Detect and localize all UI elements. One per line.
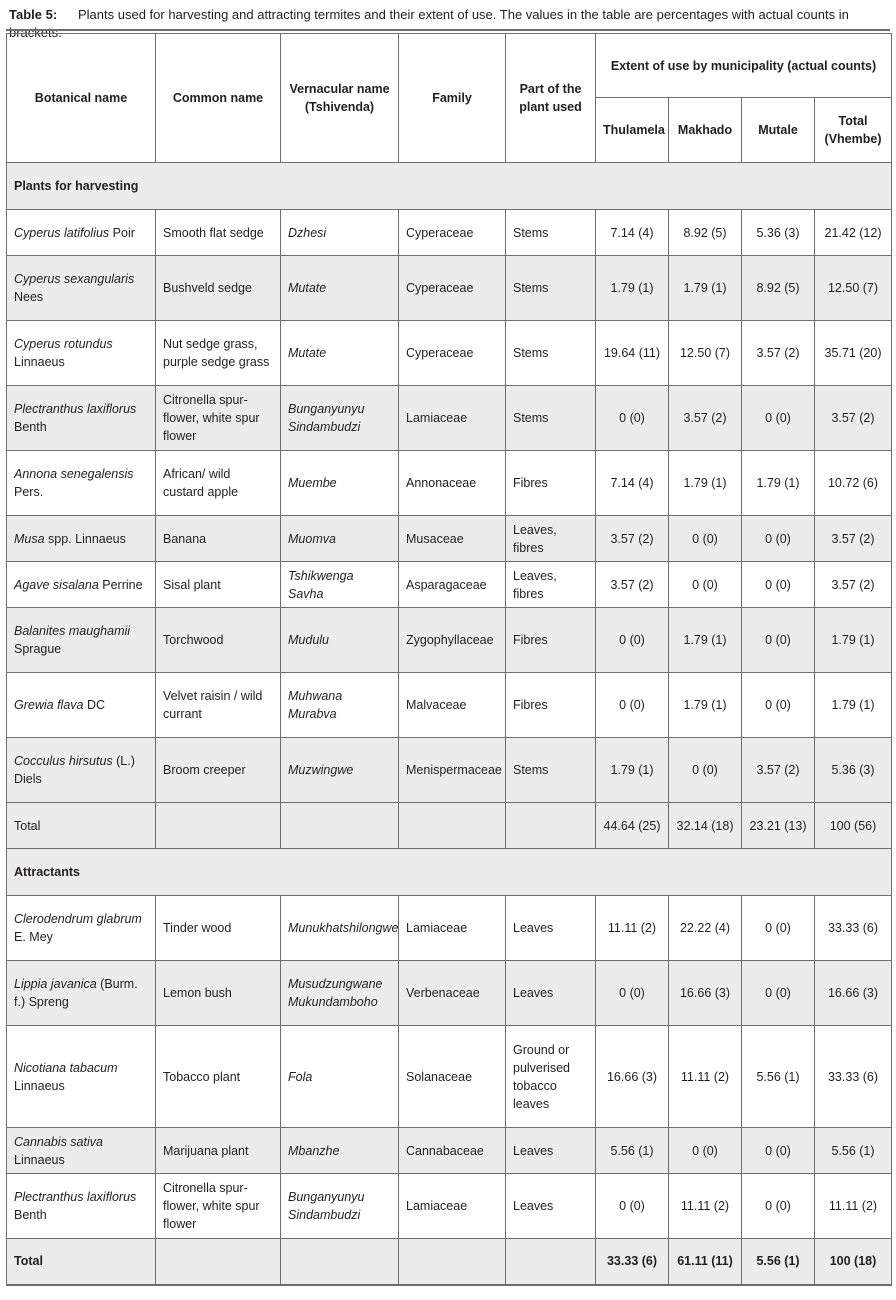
botanical-name-cell: [7, 896, 156, 961]
authority: Linnaeus: [14, 1078, 65, 1093]
section-attractants: [7, 849, 892, 896]
genus-species: Agave sisalana: [14, 577, 99, 592]
common-name-cell: Nut sedge grass, purple sedge grass: [156, 321, 281, 386]
authority: Linnaeus: [14, 1152, 65, 1167]
genus-species: Plectranthus laxiflorus: [14, 1190, 137, 1204]
caption-text: Plants used for harvesting and attracting termites and their extent of use. The values in the table are percentages with actual counts in brackets.: [9, 7, 849, 40]
header-extent: Extent of use by municipality (actual counts): [596, 34, 892, 98]
vernacular-name-cell: Munukhatshilongwe: [281, 896, 399, 961]
common-name-cell: Marijuana plant: [156, 1128, 281, 1174]
family-cell: Asparagaceae: [399, 562, 506, 608]
family-cell: Malvaceae: [399, 673, 506, 738]
mutale-cell: 3.57 (2): [742, 321, 815, 386]
part-used-cell: Stems: [506, 386, 596, 451]
total-vhembe-cell: 33.33 (6): [815, 1026, 892, 1128]
mutale-cell: 0 (0): [742, 608, 815, 673]
thulamela-cell: 0 (0): [596, 1174, 669, 1239]
makhado-cell: 0 (0): [669, 516, 742, 562]
vernacular-name-cell: Muzwingwe: [281, 738, 399, 803]
authority: Benth: [14, 420, 47, 434]
section-harvesting: [7, 163, 892, 210]
part-used-cell: Stems: [506, 738, 596, 803]
genus-species: Cyperus latifolius: [14, 225, 110, 240]
vernacular-name-cell: Tshikwenga Savha: [281, 562, 399, 608]
botanical-name-cell: [7, 673, 156, 738]
table-row: [7, 562, 892, 608]
part-used-cell: Leaves: [506, 961, 596, 1026]
genus-species: Grewia flava: [14, 698, 84, 712]
authority: Nees: [14, 290, 44, 304]
genus-species: Clerodendrum glabrum: [14, 912, 142, 926]
empty-cell: [399, 803, 506, 849]
part-used-cell: Stems: [506, 256, 596, 321]
total-vhembe-cell: 100 (18): [815, 1239, 892, 1285]
genus-species: Annona senegalensis: [14, 467, 134, 481]
makhado-cell: 61.11 (11): [669, 1239, 742, 1285]
family-cell: Lamiaceae: [399, 896, 506, 961]
mutale-cell: 0 (0): [742, 516, 815, 562]
botanical-name-cell: [7, 386, 156, 451]
common-name-cell: Citronella spur-flower, white spur flower: [156, 386, 281, 451]
table-row: [7, 961, 892, 1026]
botanical-name-cell: [7, 1026, 156, 1128]
common-name-cell: Tinder wood: [156, 896, 281, 961]
header-botanical: Botanical name: [7, 34, 156, 163]
genus-species: Cocculus hirsutus: [14, 754, 113, 768]
common-name-cell: Citronella spur-flower, white spur flower: [156, 1174, 281, 1239]
empty-cell: [506, 803, 596, 849]
botanical-name-cell: [7, 516, 156, 562]
table-row: [7, 210, 892, 256]
header-family: Family: [399, 34, 506, 163]
total-vhembe-cell: 5.36 (3): [815, 738, 892, 803]
makhado-cell: 32.14 (18): [669, 803, 742, 849]
total-vhembe-cell: 5.56 (1): [815, 1128, 892, 1174]
common-name-cell: Smooth flat sedge: [156, 210, 281, 256]
total-vhembe-cell: 1.79 (1): [815, 608, 892, 673]
makhado-cell: 8.92 (5): [669, 210, 742, 256]
makhado-cell: 1.79 (1): [669, 608, 742, 673]
common-name-cell: Tobacco plant: [156, 1026, 281, 1128]
part-used-cell: Stems: [506, 210, 596, 256]
empty-cell: [281, 803, 399, 849]
botanical-name-cell: [7, 1174, 156, 1239]
vernacular-name-cell: Fola: [281, 1026, 399, 1128]
makhado-cell: 12.50 (7): [669, 321, 742, 386]
family-cell: Musaceae: [399, 516, 506, 562]
total-vhembe-cell: 33.33 (6): [815, 896, 892, 961]
mutale-cell: 1.79 (1): [742, 451, 815, 516]
family-cell: Lamiaceae: [399, 1174, 506, 1239]
vernacular-name-cell: Mbanzhe: [281, 1128, 399, 1174]
table-row: [7, 738, 892, 803]
makhado-cell: 1.79 (1): [669, 673, 742, 738]
makhado-cell: 11.11 (2): [669, 1174, 742, 1239]
authority: Benth: [14, 1208, 47, 1222]
total-vhembe-cell: 3.57 (2): [815, 562, 892, 608]
thulamela-cell: 1.79 (1): [596, 738, 669, 803]
header-makhado: Makhado: [669, 98, 742, 163]
total-label-cell: Total: [7, 803, 156, 849]
makhado-cell: 22.22 (4): [669, 896, 742, 961]
total-vhembe-cell: 12.50 (7): [815, 256, 892, 321]
mutale-cell: 5.56 (1): [742, 1026, 815, 1128]
mutale-cell: 0 (0): [742, 961, 815, 1026]
thulamela-cell: 3.57 (2): [596, 516, 669, 562]
total-vhembe-cell: 3.57 (2): [815, 386, 892, 451]
thulamela-cell: 33.33 (6): [596, 1239, 669, 1285]
thulamela-cell: 7.14 (4): [596, 451, 669, 516]
thulamela-cell: 0 (0): [596, 608, 669, 673]
table-row: [7, 451, 892, 516]
mutale-cell: 5.36 (3): [742, 210, 815, 256]
common-name-cell: Velvet raisin / wild currant: [156, 673, 281, 738]
mutale-cell: 5.56 (1): [742, 1239, 815, 1285]
vernacular-name-cell: Bunganyunyu Sindambudzi: [281, 386, 399, 451]
authority: (L.) Diels: [14, 754, 135, 786]
caption-label: Table 5:: [9, 7, 58, 22]
mutale-cell: 0 (0): [742, 896, 815, 961]
total-vhembe-cell: 1.79 (1): [815, 673, 892, 738]
plants-table: [6, 33, 892, 1286]
thulamela-cell: 0 (0): [596, 961, 669, 1026]
mutale-cell: 0 (0): [742, 1174, 815, 1239]
makhado-cell: 1.79 (1): [669, 256, 742, 321]
header-thulamela: Thulamela: [596, 98, 669, 163]
table-row: [7, 256, 892, 321]
genus-species: Balanites maughamii: [14, 624, 131, 638]
botanical-name-cell: [7, 321, 156, 386]
top-rule: [6, 29, 890, 31]
authority: Poir: [109, 225, 135, 240]
part-used-cell: Leaves: [506, 1128, 596, 1174]
part-used-cell: Leaves, fibres: [506, 562, 596, 608]
header-mutale: Mutale: [742, 98, 815, 163]
thulamela-cell: 44.64 (25): [596, 803, 669, 849]
part-used-cell: Ground or pulverised tobacco leaves: [506, 1026, 596, 1128]
part-used-cell: Leaves: [506, 1174, 596, 1239]
empty-cell: [156, 803, 281, 849]
total-vhembe-cell: 16.66 (3): [815, 961, 892, 1026]
vernacular-name-cell: Musudzungwane Mukundamboho: [281, 961, 399, 1026]
table-row: [7, 1174, 892, 1239]
mutale-cell: 3.57 (2): [742, 738, 815, 803]
makhado-cell: 16.66 (3): [669, 961, 742, 1026]
common-name-cell: Banana: [156, 516, 281, 562]
makhado-cell: 3.57 (2): [669, 386, 742, 451]
botanical-name-cell: [7, 961, 156, 1026]
total-vhembe-cell: 10.72 (6): [815, 451, 892, 516]
part-used-cell: Stems: [506, 321, 596, 386]
family-cell: Cyperaceae: [399, 210, 506, 256]
table-row: [7, 673, 892, 738]
authority: Perrine: [98, 577, 143, 592]
botanical-name-cell: [7, 451, 156, 516]
part-used-cell: Leaves, fibres: [506, 516, 596, 562]
makhado-cell: 1.79 (1): [669, 451, 742, 516]
section-harvesting-title: Plants for harvesting: [7, 163, 892, 210]
common-name-cell: Lemon bush: [156, 961, 281, 1026]
total-vhembe-cell: 11.11 (2): [815, 1174, 892, 1239]
mutale-cell: 8.92 (5): [742, 256, 815, 321]
part-used-cell: Fibres: [506, 451, 596, 516]
thulamela-cell: 11.11 (2): [596, 896, 669, 961]
table-row: [7, 516, 892, 562]
mutale-cell: 0 (0): [742, 386, 815, 451]
part-used-cell: Leaves: [506, 896, 596, 961]
common-name-cell: Bushveld sedge: [156, 256, 281, 321]
genus-species: Musa: [14, 531, 45, 546]
table-body: [7, 163, 892, 1285]
vernacular-name-cell: Mudulu: [281, 608, 399, 673]
thulamela-cell: 0 (0): [596, 673, 669, 738]
total-row: [7, 803, 892, 849]
vernacular-name-cell: Muhwana Murabva: [281, 673, 399, 738]
part-used-cell: Fibres: [506, 673, 596, 738]
thulamela-cell: 7.14 (4): [596, 210, 669, 256]
botanical-name-cell: [7, 256, 156, 321]
authority: E. Mey: [14, 930, 53, 944]
mutale-cell: 0 (0): [742, 1128, 815, 1174]
botanical-name-cell: [7, 562, 156, 608]
empty-cell: [399, 1239, 506, 1285]
mutale-cell: 23.21 (13): [742, 803, 815, 849]
botanical-name-cell: [7, 738, 156, 803]
common-name-cell: Torchwood: [156, 608, 281, 673]
authority: Linnaeus: [14, 355, 65, 369]
makhado-cell: 0 (0): [669, 1128, 742, 1174]
makhado-cell: 0 (0): [669, 562, 742, 608]
family-cell: Verbenaceae: [399, 961, 506, 1026]
mutale-cell: 0 (0): [742, 562, 815, 608]
makhado-cell: 11.11 (2): [669, 1026, 742, 1128]
genus-species: Lippia javanica: [14, 977, 97, 991]
authority: Sprague: [14, 642, 62, 656]
header-vernacular: Vernacular name (Tshivenda): [281, 34, 399, 163]
total-label-cell: Total: [7, 1239, 156, 1285]
total-vhembe-cell: 100 (56): [815, 803, 892, 849]
genus-species: Cyperus sexangularis: [14, 272, 135, 286]
family-cell: Solanaceae: [399, 1026, 506, 1128]
thulamela-cell: 1.79 (1): [596, 256, 669, 321]
vernacular-name-cell: Mutate: [281, 256, 399, 321]
family-cell: Cyperaceae: [399, 256, 506, 321]
genus-species: Cannabis sativa: [14, 1134, 103, 1149]
makhado-cell: 0 (0): [669, 738, 742, 803]
thulamela-cell: 0 (0): [596, 386, 669, 451]
table-row: [7, 896, 892, 961]
authority: (Burm. f.) Spreng: [14, 977, 138, 1009]
table-row: [7, 321, 892, 386]
vernacular-name-cell: Bunganyunyu Sindambudzi: [281, 1174, 399, 1239]
total-row: [7, 1239, 892, 1285]
botanical-name-cell: [7, 608, 156, 673]
botanical-name-cell: [7, 1128, 156, 1174]
vernacular-name-cell: Dzhesi: [281, 210, 399, 256]
mutale-cell: 0 (0): [742, 673, 815, 738]
total-vhembe-cell: 3.57 (2): [815, 516, 892, 562]
family-cell: Annonaceae: [399, 451, 506, 516]
common-name-cell: African/ wild custard apple: [156, 451, 281, 516]
genus-species: Cyperus rotundus: [14, 337, 113, 351]
total-vhembe-cell: 35.71 (20): [815, 321, 892, 386]
empty-cell: [506, 1239, 596, 1285]
thulamela-cell: 3.57 (2): [596, 562, 669, 608]
table-row: [7, 1026, 892, 1128]
empty-cell: [156, 1239, 281, 1285]
vernacular-name-cell: Muomva: [281, 516, 399, 562]
table-row: [7, 1128, 892, 1174]
common-name-cell: Sisal plant: [156, 562, 281, 608]
empty-cell: [281, 1239, 399, 1285]
family-cell: Menispermaceae: [399, 738, 506, 803]
section-attractants-title: Attractants: [7, 849, 892, 896]
table-row: [7, 608, 892, 673]
botanical-name-cell: [7, 210, 156, 256]
part-used-cell: Fibres: [506, 608, 596, 673]
thulamela-cell: 5.56 (1): [596, 1128, 669, 1174]
authority: DC: [83, 698, 106, 712]
family-cell: Lamiaceae: [399, 386, 506, 451]
header-part: Part of the plant used: [506, 34, 596, 163]
family-cell: Zygophyllaceae: [399, 608, 506, 673]
authority: spp. Linnaeus: [44, 531, 126, 546]
vernacular-name-cell: Mutate: [281, 321, 399, 386]
vernacular-name-cell: Muembe: [281, 451, 399, 516]
authority: Pers.: [14, 485, 44, 499]
common-name-cell: Broom creeper: [156, 738, 281, 803]
thulamela-cell: 16.66 (3): [596, 1026, 669, 1128]
table-row: [7, 386, 892, 451]
total-vhembe-cell: 21.42 (12): [815, 210, 892, 256]
header-common: Common name: [156, 34, 281, 163]
genus-species: Plectranthus laxiflorus: [14, 402, 137, 416]
thulamela-cell: 19.64 (11): [596, 321, 669, 386]
header-total: Total (Vhembe): [815, 98, 892, 163]
family-cell: Cannabaceae: [399, 1128, 506, 1174]
family-cell: Cyperaceae: [399, 321, 506, 386]
genus-species: Nicotiana tabacum: [14, 1060, 118, 1075]
